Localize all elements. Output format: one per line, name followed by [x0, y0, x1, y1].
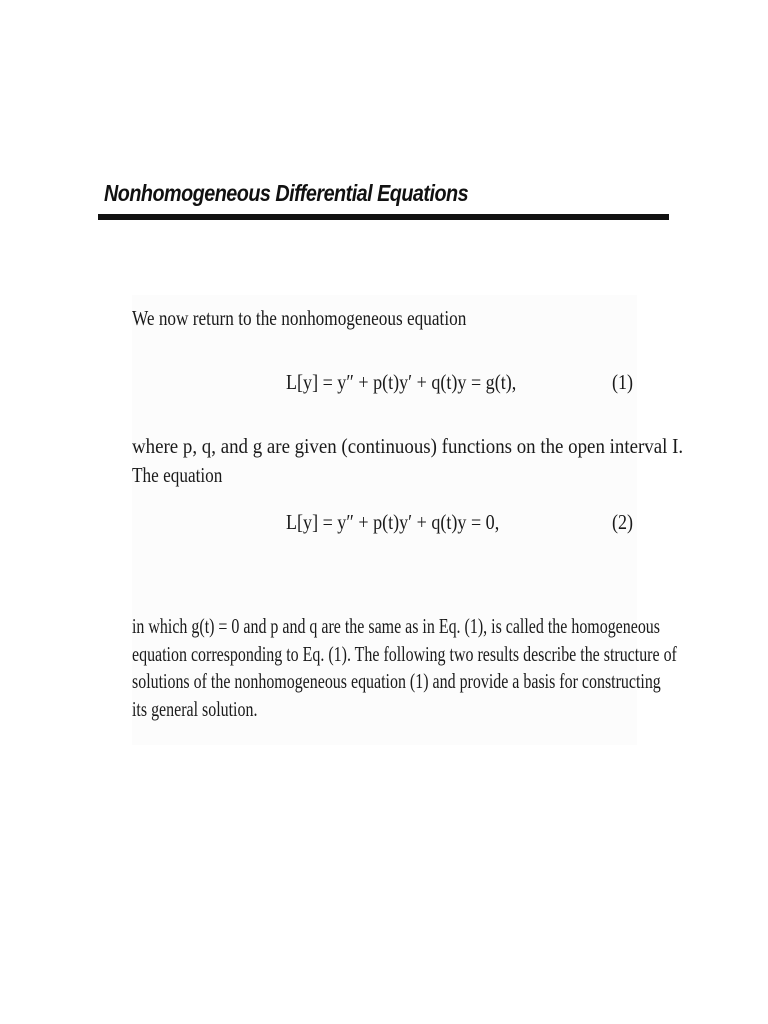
paragraph-3-line: solutions of the nonhomogeneous equation (1) and provide a basis for constructing [132, 669, 661, 693]
paragraph-3-line: its general solution. [132, 696, 258, 721]
paragraph-3 [132, 613, 677, 723]
paragraph-2-line-1: where p, q, and g are given (continuous) functions on the open interval I. [132, 434, 684, 458]
equation-1-text: L[y] = y″ + p(t)y′ + q(t)y = g(t), [286, 370, 517, 394]
equation-1-number: (1) [612, 370, 634, 394]
paragraph-3-line: in which g(t) = 0 and p and q are the same as in Eq. (1), is called the homogeneous [132, 614, 660, 638]
heading-rule [98, 214, 669, 220]
equation-1 [286, 370, 516, 395]
equation-2-number: (2) [612, 510, 634, 534]
section-heading: Nonhomogeneous Differential Equations [104, 180, 469, 206]
equation-2 [286, 510, 499, 535]
intro-text: We now return to the nonhomogeneous equation [132, 306, 467, 330]
paragraph-2-line-2: The equation [132, 463, 223, 487]
equation-2-text: L[y] = y″ + p(t)y′ + q(t)y = 0, [286, 510, 500, 534]
paragraph-3-line: equation corresponding to Eq. (1). The following two results describe the structure of [132, 641, 677, 666]
